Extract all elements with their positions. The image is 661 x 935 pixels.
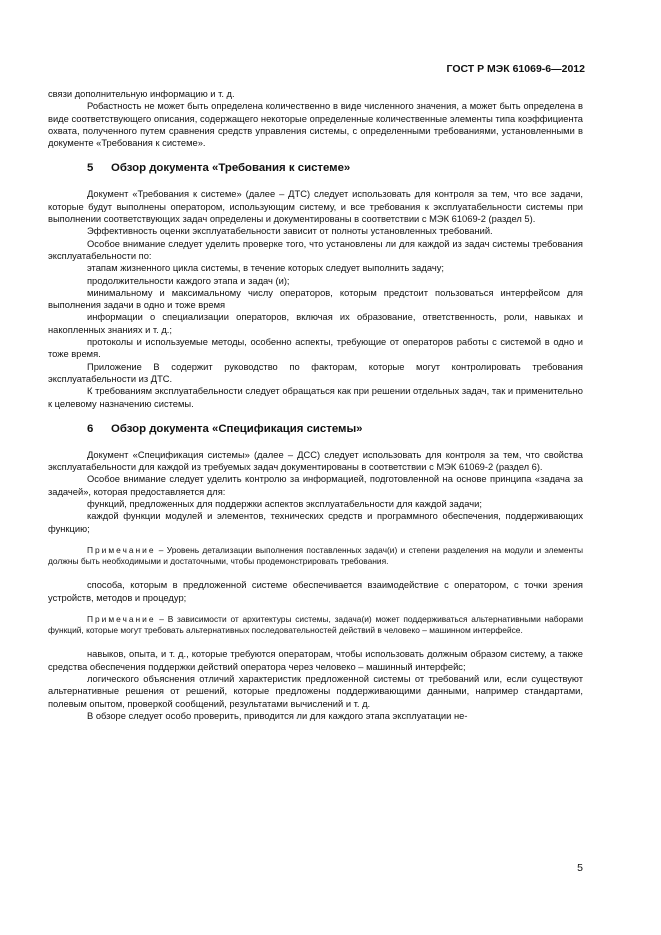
paragraph: Эффективность оценки эксплуатабельности зависит от полноты установленных требований. [87,226,493,237]
page-content [48,88,583,722]
note-label: Примечание [87,544,156,555]
standard-code: ГОСТ Р МЭК 61069-6—2012 [446,63,585,75]
paragraph: Особое внимание следует уделить проверке того, что установлены ли для каждой из задач системы требования эксплуатабельности по: [48,238,583,261]
paragraph: Документ «Требования к системе» (далее – ДТС) следует использовать для контроля за тем, что все задачи, которые будут выполнены оператором, использующим систему, и все требования к эксплуатабельности системы при выполнении соответствующих задач определены и документированы в соответствии с МЭК 61069-2 (раздел 5). [48,189,583,225]
list-item: способа, которым в предложенной системе обеспечивается взаимодействие с оператором, с точки зрения устройств, методов и процедур; [48,580,583,603]
paragraph: Документ «Спецификация системы» (далее – ДСС) следует использовать для контроля за тем, что свойства эксплуатабельности для каждой из требуемых задач документированы в соответствии с МЭК 61069-2 (раздел 6). [48,449,583,473]
section-5-heading [87,161,583,175]
list-item: минимальному и максимальному числу операторов, которым предстоит пользоваться интерфейсом для выполнения задачи в одно и тоже время [48,287,583,311]
note-label: Примечание [87,613,156,624]
list-item: навыков, опыта, и т. д., которые требуются операторам, чтобы использовать должным образом систему, а также средства обеспечения поддержки действий оператора через человеко – машинный интерфейс; [48,649,583,672]
list-item: этапам жизненного цикла системы, в течение которых следует выполнить задачу; [87,263,444,274]
note-text: В зависимости от архитектуры системы, задача(и) может поддерживаться альтернативными наборами функций, которые могут требовать альтернативных последовательностей действий в человеко – машинном интерфейсе. [48,613,584,636]
paragraph: Особое внимание следует уделить контролю за информацией, подготовленной на основе принципа «задача за задачей», которая предоставляется для: [48,474,583,497]
paragraph: К требованиям эксплуатабельности следует обращаться как при решении отдельных задач, так и применительно к целевому назначению системы. [48,386,583,409]
list-item: продолжительности каждого этапа и задач (и); [87,275,290,286]
paragraph: Приложение В содержит руководство по факторам, которые могут контролировать требования эксплуатабельности из ДТС. [48,361,583,384]
note-dash: – [155,544,167,555]
section-title: Обзор документа «Спецификация системы» [111,422,363,435]
list-item: каждой функции модулей и элементов, технических средств и программного обеспечения, поддерживающих функцию; [48,511,583,534]
list-item: информации о специализации операторов, включая их образование, ответственность, роли, навыках и накопленных знаниях и т. д.; [48,312,583,335]
list-item: логического объяснения отличий характеристик предложенной системы от требований или, если существуют альтернативные решения от решений, которые предложены поддерживающими данными, например стандартами, полевым опытом, проверкой сообщений, результатами вычислений и т. д. [48,673,583,709]
note [48,614,583,636]
section-number: 5 [87,162,94,175]
list-item: протоколы и используемые методы, особенно аспекты, требующие от операторов работы с системой в одно и тоже время. [48,337,583,360]
section-number: 6 [87,422,94,435]
paragraph: В обзоре следует особо проверить, приводится ли для каждого этапа эксплуатации не- [87,710,468,721]
page-number: 5 [577,862,583,874]
note-text: Уровень детализации выполнения поставленных задач(и) и степени разделения на модули и элементы должны быть необходимыми и достаточными, чтобы продемонстрировать требования. [48,544,583,567]
paragraph: связи дополнительную информацию и т. д. [48,89,235,99]
list-item: функций, предложенных для поддержки аспектов эксплуатабельности для каждой задачи; [87,499,482,510]
note-dash: – [155,613,168,624]
paragraph: Робастность не может быть определена количественно в виде численного значения, а может быть определена в виде соответствующего описания, содержащего некоторые определенные количественные элементы типа коэффициента охвата, полученного путем сравнения средств управления системы, с определенными требованиями, установленными в документе «Требования к системе». [48,101,583,149]
note [48,545,583,567]
section-title: Обзор документа «Требования к системе» [111,162,351,175]
section-6-heading [87,422,583,436]
